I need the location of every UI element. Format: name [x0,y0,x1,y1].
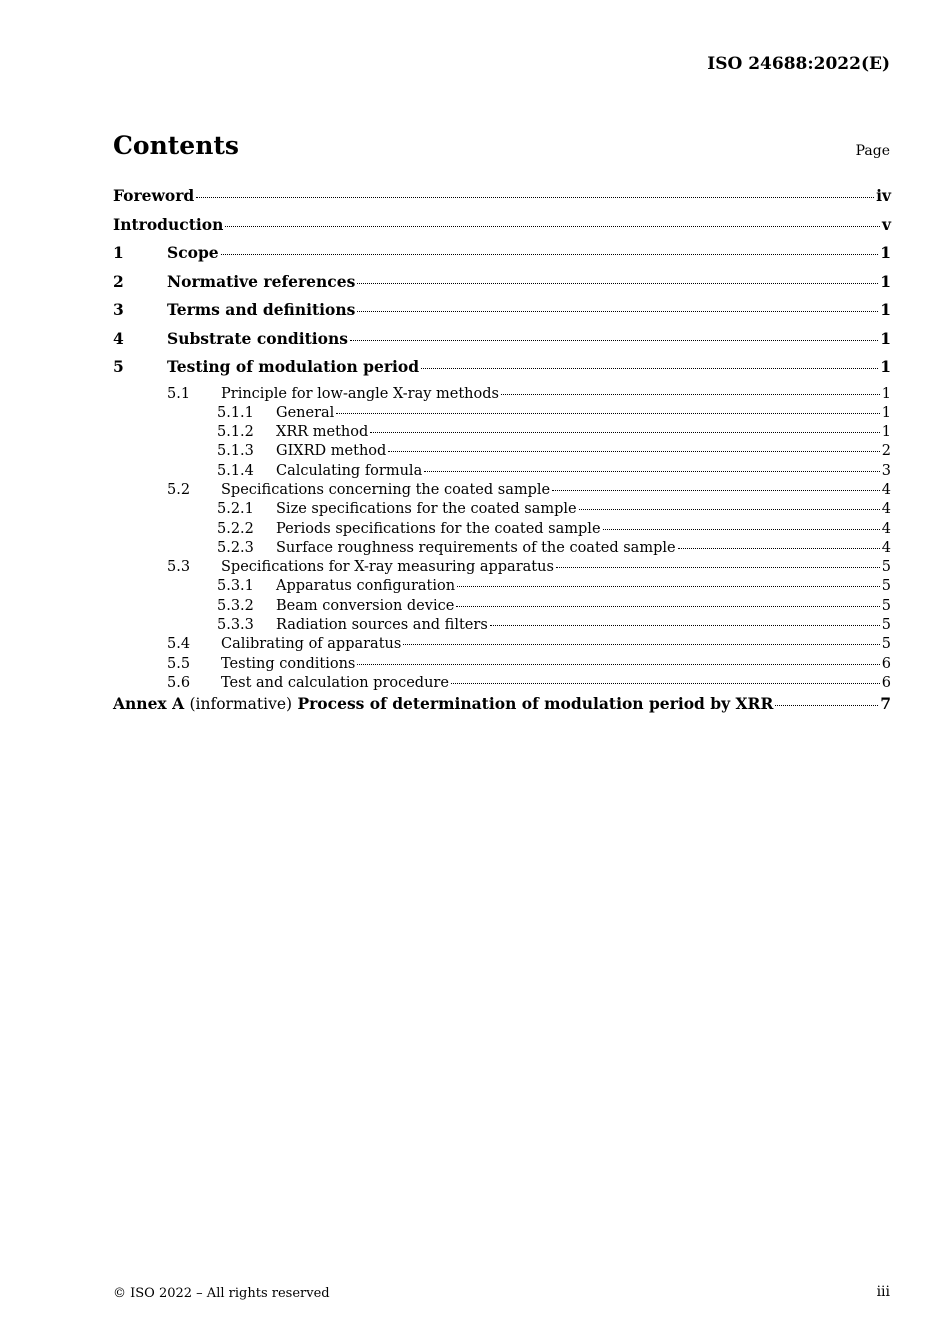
toc-entry-5-1-1[interactable] [113,405,891,424]
copyright-notice: © ISO 2022 – All rights reserved [113,1286,330,1301]
dot-leader [370,432,879,433]
toc-entry-5-5[interactable] [113,656,891,675]
toc-entry-number: 3 [113,300,124,319]
toc-entry-page: 1 [880,328,891,348]
toc-entry-page: 4 [881,539,891,556]
annex-entry-title [113,694,773,713]
toc-entry-title: Foreword [113,186,195,205]
toc-entry-number: 2 [113,271,124,291]
toc-entry-2[interactable] [113,272,891,301]
toc-entry-page: 1 [881,404,891,421]
dot-leader [456,606,879,607]
toc-entry-title: Normative references [167,271,356,291]
toc-entry-title: Test and calculation procedure [221,674,449,691]
dot-leader [336,413,879,414]
toc-entry-number: 5.3.2 [217,597,254,614]
toc-entry-number: 5.4 [167,636,191,653]
toc-entry-1[interactable] [113,243,891,272]
toc-entry-title: Specifications for X-ray measuring apparatus [221,559,554,576]
toc-entry-page: 5 [881,597,891,614]
dot-leader [225,226,880,227]
toc-entry-5-1[interactable] [113,386,891,405]
table-of-contents [113,186,891,723]
toc-entry-title: Introduction [113,214,224,234]
toc-entry-page: 5 [881,578,891,595]
contents-title: Contents [113,131,240,160]
toc-entry-5[interactable] [113,357,891,386]
toc-entry-page: 6 [881,674,891,691]
toc-entry-page: 2 [881,443,891,460]
toc-entry-number: 5.2.3 [217,539,254,556]
page-number: iii [876,1284,890,1300]
toc-entry-page: 1 [881,385,891,402]
dot-leader [678,548,880,549]
toc-entry-5-1-2[interactable] [113,424,891,443]
toc-entry-5-2-1[interactable] [113,501,891,520]
toc-entry-5-3-2[interactable] [113,598,891,617]
toc-entry-title: Calibrating of apparatus [221,636,402,653]
toc-entry-number: 5 [113,357,124,376]
toc-entry-number: 5.3.3 [217,617,254,634]
toc-entry-page: 5 [881,617,891,634]
toc-entry-title: Calculating formula [276,462,423,479]
dot-leader [357,664,879,665]
dot-leader [424,471,880,472]
toc-entry-5-2[interactable] [113,482,891,501]
toc-entry-title: Size specifications for the coated sample [276,501,577,518]
dot-leader [603,529,880,530]
toc-entry-page: 1 [880,271,891,291]
toc-entry-title: Scope [167,243,219,262]
toc-entry-title: Apparatus configuration [276,578,456,595]
annex-label: Annex A [113,694,185,714]
dot-leader [552,490,880,491]
toc-entry-title: Testing of modulation period [167,357,420,376]
toc-entry-number: 5.1.3 [217,443,254,460]
toc-entry-page: 6 [881,655,891,672]
toc-entry-4[interactable] [113,329,891,358]
toc-entry-5-2-3[interactable] [113,540,891,559]
dot-leader [350,340,878,341]
toc-entry-number: 5.1.4 [217,462,254,479]
dot-leader [357,311,878,312]
toc-entry-title: General [276,404,335,421]
annex-title: Process of determination of modulation period by XRR [297,694,774,714]
toc-entry-5-3-3[interactable] [113,617,891,636]
dot-leader [221,254,879,255]
toc-entry-number: 5.1 [167,385,191,402]
toc-entry-title: Surface roughness requirements of the coated sample [276,539,676,556]
toc-entry-page: 5 [881,636,891,653]
dot-leader [579,509,880,510]
toc-entry-page: 3 [881,462,891,479]
toc-entry-page: 4 [881,501,891,518]
toc-entry-title: Principle for low-angle X-ray methods [221,385,499,402]
toc-entry-number: 5.5 [167,655,191,672]
toc-entry-number: 5.2.2 [217,520,254,537]
toc-entry-page: 1 [880,243,891,262]
dot-leader [403,644,879,645]
toc-entry-title: Substrate conditions [167,328,348,348]
toc-entry-introduction[interactable] [113,215,891,244]
toc-entry-foreword[interactable] [113,186,891,215]
toc-entry-title: GIXRD method [276,443,387,460]
dot-leader [451,683,880,684]
toc-entry-title: Terms and definitions [167,300,356,319]
dot-leader [501,394,880,395]
document-id: ISO 24688:2022(E) [707,54,890,74]
toc-entry-5-4[interactable] [113,636,891,655]
dot-leader [421,368,878,369]
toc-entry-number: 5.3 [167,559,191,576]
toc-entry-5-1-3[interactable] [113,443,891,462]
toc-entry-page: 1 [881,424,891,441]
toc-entry-number: 5.1.1 [217,404,254,421]
toc-entry-5-2-2[interactable] [113,521,891,540]
toc-entry-number: 4 [113,328,124,348]
toc-entry-3[interactable] [113,300,891,329]
toc-entry-page: 4 [881,481,891,498]
toc-entry-page: 1 [880,357,891,376]
toc-entry-title: Specifications concerning the coated sample [221,481,551,498]
toc-entry-page: 1 [880,300,891,319]
dot-leader [357,283,878,284]
toc-entry-page: 7 [880,694,891,714]
toc-entry-annex-a[interactable] [113,694,891,723]
toc-entry-number: 1 [113,243,124,262]
toc-entry-title: Beam conversion device [276,597,455,614]
toc-entry-title: Periods specifications for the coated sample [276,520,601,537]
toc-entry-page: iv [876,186,891,205]
toc-entry-title: Testing conditions [221,655,356,672]
toc-entry-5-6[interactable] [113,675,891,694]
toc-entry-page: v [881,214,891,234]
dot-leader [775,705,878,706]
dot-leader [457,586,880,587]
dot-leader [556,567,880,568]
toc-entry-number: 5.3.1 [217,578,254,595]
dot-leader [388,451,879,452]
toc-entry-number: 5.2.1 [217,501,254,518]
toc-entry-number: 5.2 [167,481,191,498]
toc-entry-5-1-4[interactable] [113,463,891,482]
toc-entry-page: 5 [881,559,891,576]
toc-entry-title: Radiation sources and filters [276,617,488,634]
dot-leader [490,625,880,626]
dot-leader [196,197,874,198]
toc-entry-number: 5.6 [167,674,191,691]
toc-entry-5-3[interactable] [113,559,891,578]
toc-entry-title: XRR method [276,424,369,441]
toc-entry-page: 4 [881,520,891,537]
page-column-label: Page [855,143,890,159]
toc-entry-5-3-1[interactable] [113,578,891,597]
toc-entry-number: 5.1.2 [217,424,254,441]
annex-type: (informative) [189,695,293,714]
